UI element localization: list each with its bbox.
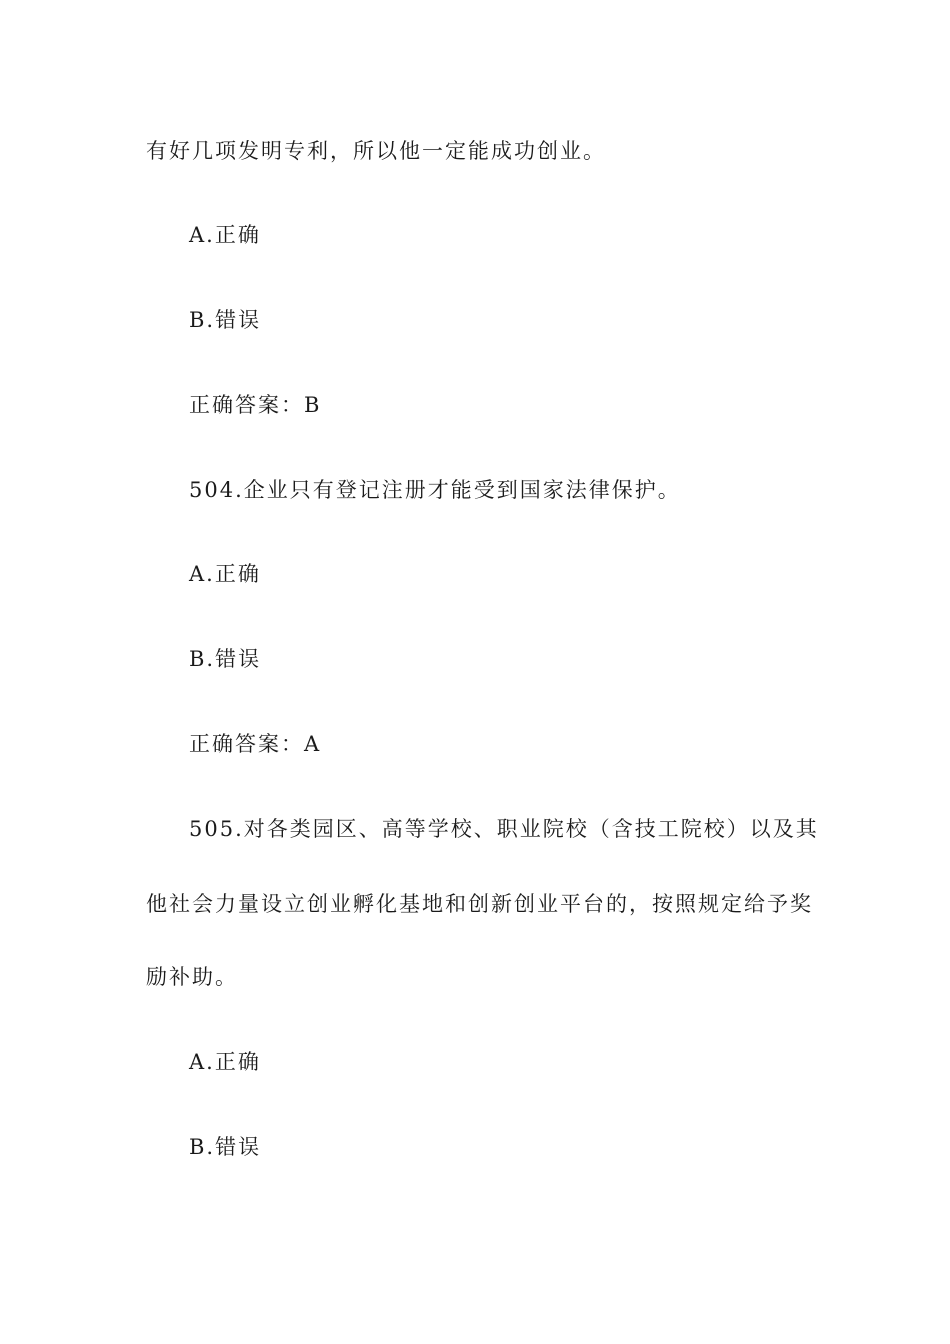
question-505-text-line1: 505.对各类园区、高等学校、职业院校（含技工院校）以及其	[189, 817, 819, 841]
question-504-text: 504.企业只有登记注册才能受到国家法律保护。	[189, 478, 681, 502]
question-504-answer: 正确答案：A	[189, 732, 322, 756]
question-503-answer: 正确答案：B	[189, 393, 322, 417]
question-503-option-a: A.正确	[189, 223, 261, 247]
question-505-text-line3: 励补助。	[146, 965, 238, 989]
question-505-text-line2: 他社会力量设立创业孵化基地和创新创业平台的，按照规定给予奖	[146, 892, 813, 916]
question-505-option-b: B.错误	[189, 1135, 262, 1159]
question-505-option-a: A.正确	[189, 1050, 261, 1074]
question-503-option-b: B.错误	[189, 308, 262, 332]
question-504-option-a: A.正确	[189, 562, 261, 586]
question-504-option-b: B.错误	[189, 647, 262, 671]
question-503-continuation: 有好几项发明专利，所以他一定能成功创业。	[146, 139, 606, 163]
